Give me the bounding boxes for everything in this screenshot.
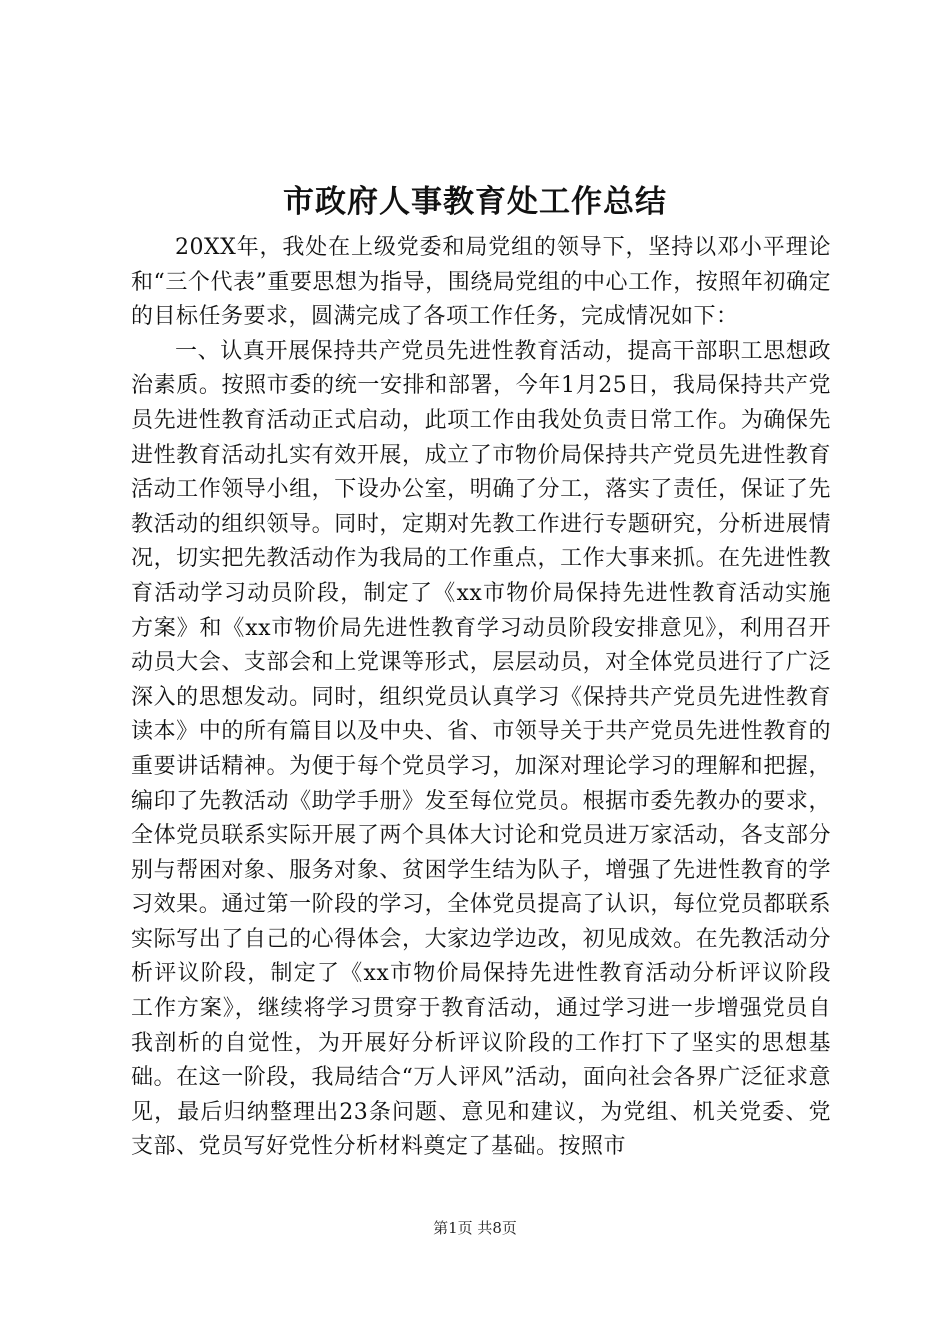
document-title: 市政府人事教育处工作总结 — [283, 184, 667, 220]
paragraph-section-1: 一、认真开展保持共产党员先进性教育活动，提高干部职工思想政治素质。按照市委的统一安排和部署，今年1月25日，我局保持共产党员先进性教育活动正式启动，此项工作由我处负责日常工作。为确保先进性教育活动扎实有效开展，成立了市物价局保持共产党员先进性教育活动工作领导小组，下设办公室，明确了分工，落实了责任，保证了先教活动的组织领导。同时，定期对先教工作进行专题研究，分析进展情况，切实把先教活动作为我局的工作重点，工作大事来抓。在先进性教育活动学习动员阶段，制定了《xx市物价局保持先进性教育活动实施方案》和《xx市物价局先进性教育学习动员阶段安排意见》，利用召开动员大会、支部会和上党课等形式，层层动员，对全体党员进行了广泛深入的思想发动。同时，组织党员认真学习《保持共产党员先进性教育读本》中的所有篇目以及中央、省、市领导关于共产党员先进性教育的重要讲话精神。为便于每个党员学习，加深对理论学习的理解和把握，编印了先教活动《助学手册》发至每位党员。根据市委先教办的要求，全体党员联系实际开展了两个具体大讨论和党员进万家活动，各支部分别与帮困对象、服务对象、贫困学生结为队子，增强了先进性教育的学习效果。通过第一阶段的学习，全体党员提高了认识，每位党员都联系实际写出了自己的心得体会，大家边学边改，初见成效。在先教活动分析评议阶段，制定了《xx市物价局保持先进性教育活动分析评议阶段工作方案》，继续将学习贯穿于教育活动，通过学习进一步增强党员自我剖析的自觉性，为开展好分析评议阶段的工作打下了坚实的思想基础。在这一阶段，我局结合“万人评风”活动，面向社会各界广泛征求意见，最后归纳整理出23条问题、意见和建议，为党组、机关党委、党支部、党员写好党性分析材料奠定了基础。按照市 — [131, 338, 831, 1160]
page-footer: 第1页 共8页 — [433, 1219, 517, 1237]
paragraph-intro: 20XX年，我处在上级党委和局党组的领导下，坚持以邓小平理论和“三个代表”重要思想为指导，围绕局党组的中心工作，按照年初确定的目标任务要求，圆满完成了各项工作任务，完成情况如下： — [131, 235, 831, 330]
document-body — [131, 231, 831, 1165]
